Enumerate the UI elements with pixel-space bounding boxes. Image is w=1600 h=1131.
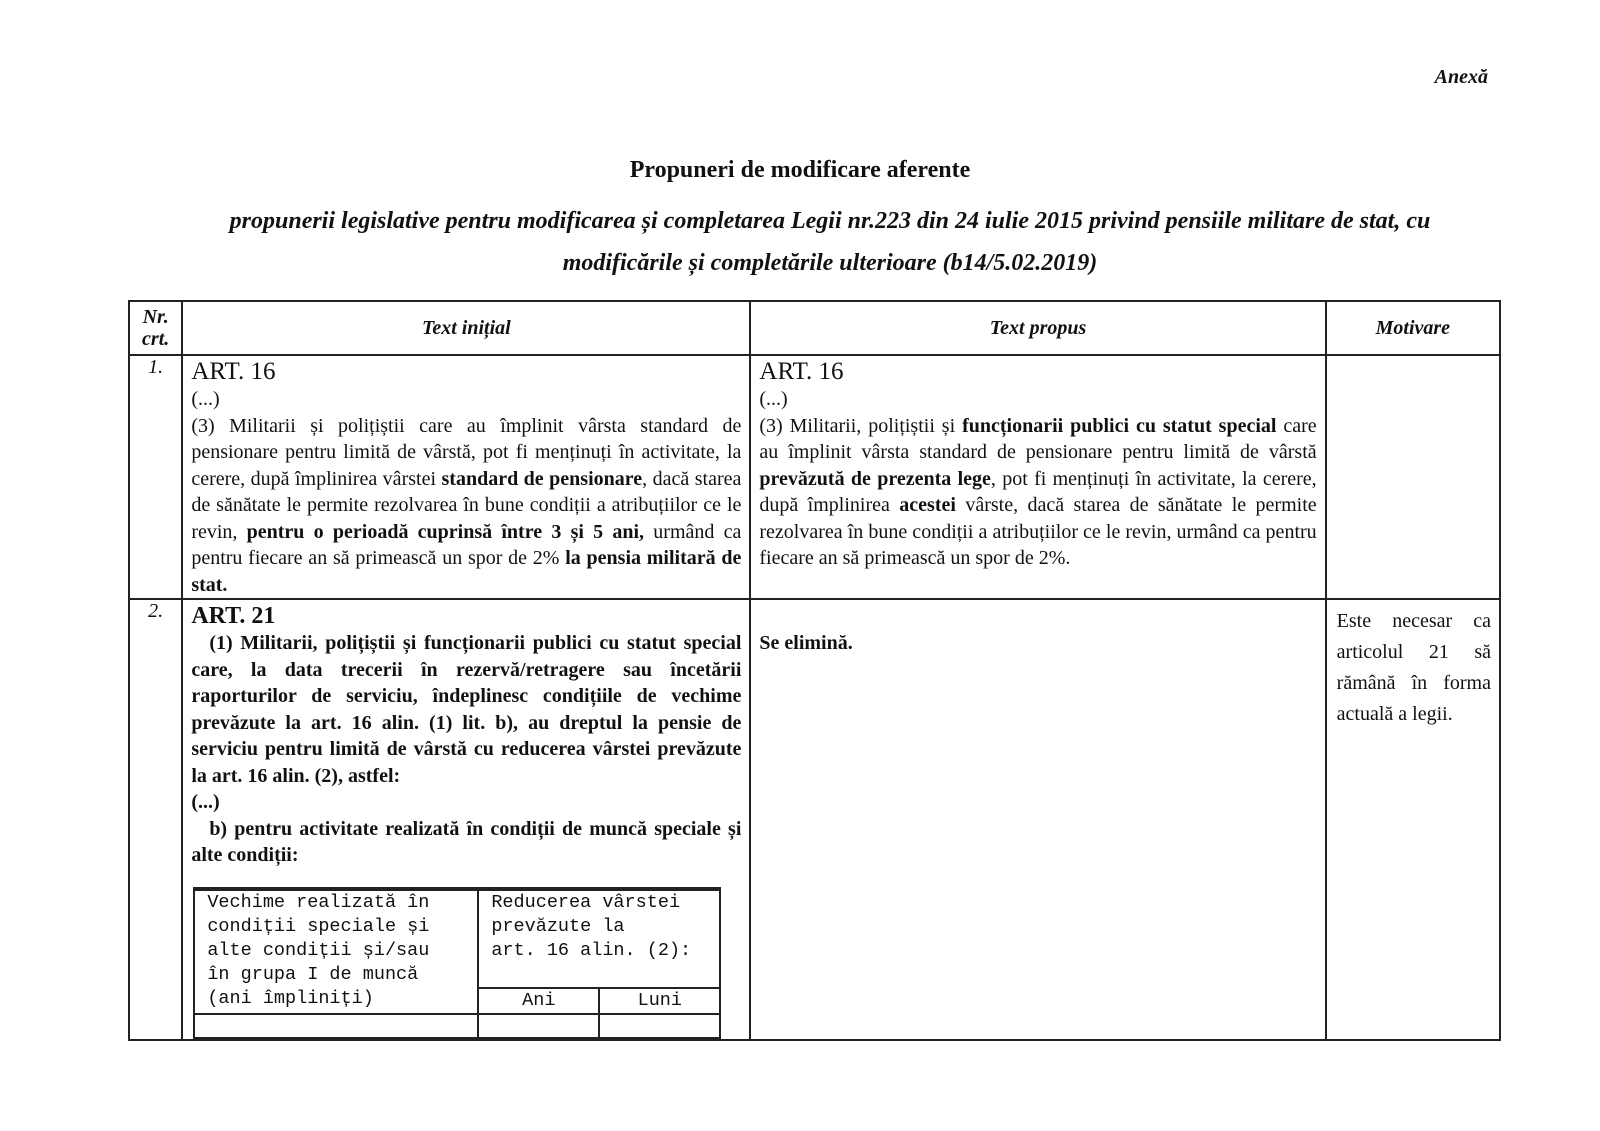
inner-sub-luni: Luni — [599, 988, 720, 1014]
header-nr-line2: crt. — [142, 328, 170, 350]
paragraph-proposed-3: (3) Militarii, polițiștii și funcționarii publici cu statut special care au împlinit vârsta standard de pensionare pentru limită de vârstă prevăzută de prezenta lege, pot fi menținuți în activitate, la cerere, după împlinirea acestei vârste, dacă starea de sănătate le permite rezolvarea în bune condiții a atribuțiilor ce le revin, urmând ca pentru fiecare an să primească un spor de 2%. — [759, 414, 1317, 569]
header-nr-crt — [129, 301, 182, 355]
inner-vechime-table — [193, 887, 721, 1039]
header-text-proposed: Text propus — [750, 301, 1325, 355]
row2-proposed-cell — [750, 599, 1325, 1040]
inner-col2-header: Reducerea vârstei prevăzute la art. 16 alin. (2): — [478, 890, 720, 988]
paragraph-initial-3: (3) Militarii și polițiștii care au împlinit vârsta standard de pensionare pentru limită de vârstă, pot fi menținuți în activitate, la cerere, după împlinirea vârstei standard de pensionare, dacă starea de sănătate le permite rezolvarea în bune condiții a atribuțiilor ce le revin, pentru o perioadă cuprinsă între 3 și 5 ani, urmând ca pentru fiecare an să primească un spor de 2% la pensia militară de stat. — [191, 414, 742, 596]
header-motivation: Motivare — [1326, 301, 1500, 355]
row-number: 1. — [129, 355, 182, 599]
proposed-eliminated: Se elimină. — [759, 632, 853, 654]
row2-motivation-cell — [1326, 599, 1500, 1040]
table-row — [129, 599, 1500, 1040]
article-heading: ART. 16 — [759, 358, 844, 385]
ellipsis: (...) — [191, 388, 220, 410]
inner-col1-header: Vechime realizată în condiții speciale și alte condiții și/sau în grupa I de muncă (ani împliniți) — [194, 890, 478, 1014]
table-row — [129, 355, 1500, 599]
header-text-initial: Text inițial — [182, 301, 750, 355]
row1-initial-cell — [182, 355, 750, 599]
document-title: Propuneri de modificare aferente — [629, 157, 971, 183]
ellipsis: (...) — [759, 388, 788, 410]
header-row — [129, 301, 1500, 355]
row1-motivation-cell — [1326, 355, 1500, 599]
inner-sub-ani: Ani — [478, 988, 599, 1014]
header-nr-line1: Nr. — [142, 306, 169, 328]
row1-proposed-cell — [750, 355, 1325, 599]
article-heading: ART. 21 — [191, 603, 276, 629]
ellipsis: (...) — [191, 791, 220, 813]
document-subtitle: propunerii legislative pentru modificarea și completarea Legii nr.223 din 24 iulie 2015 privind pensiile militare de stat, cu modificările și completările ulterioare (b14/5.02.2019) — [229, 208, 1431, 276]
motivation-text: Este necesar ca articolul 21 să rămână în forma actuală a legii. — [1336, 610, 1491, 725]
row-number: 2. — [129, 599, 182, 1040]
annex-label: Anexă — [1434, 66, 1488, 88]
paragraph-initial-21-b: b) pentru activitate realizată în condiții de muncă speciale și alte condiții: — [191, 817, 742, 866]
paragraph-initial-21-1: (1) Militarii, polițiștii și funcționarii publici cu statut special care, la data trecerii în rezervă/retragere sau încetării raporturilor de serviciu, îndeplinesc condițiile de vechime prevăzute la art. 16 alin. (1) lit. b), au dreptul la pensie de serviciu pentru limită de vârstă cu reducerea vârstei prevăzute la art. 16 alin. (2), astfel: — [191, 632, 742, 787]
row2-initial-cell — [182, 599, 750, 1040]
article-heading: ART. 16 — [191, 358, 276, 385]
amendments-table — [128, 300, 1501, 1041]
